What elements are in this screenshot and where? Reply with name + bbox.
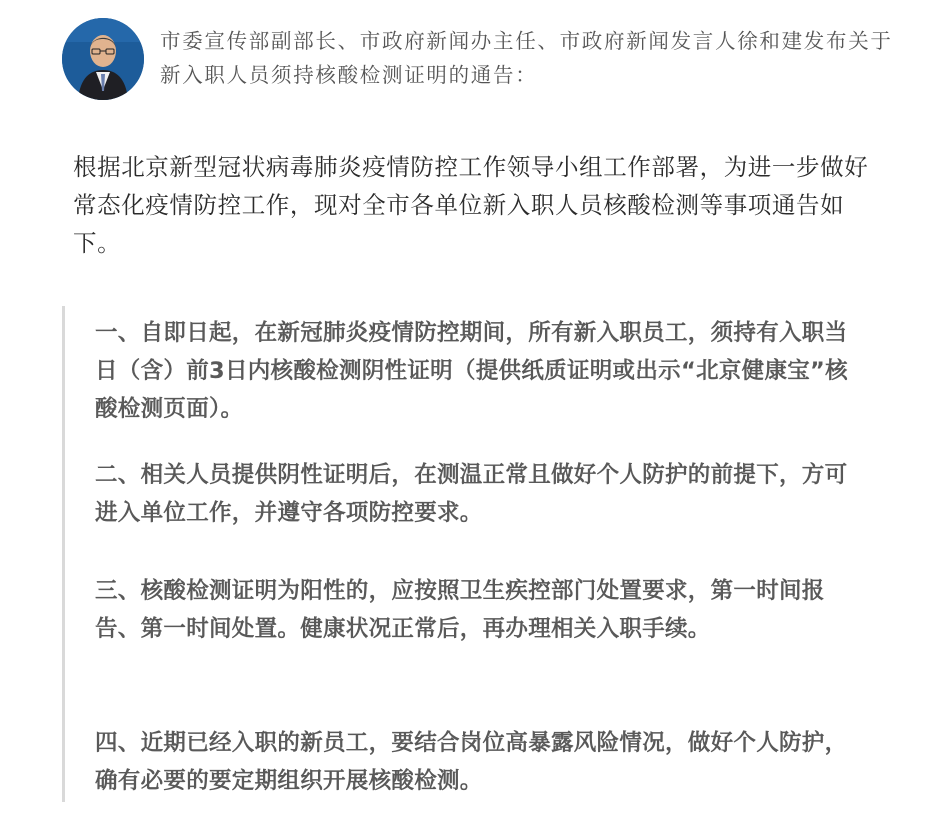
notice-item-1: 一、自即日起，在新冠肺炎疫情防控期间，所有新入职员工，须持有入职当日（含）前3日内核酸检测阴性证明（提供纸质证明或出示“北京健康宝”核酸检测页面）。 (95, 320, 848, 422)
announcement-header (62, 18, 902, 106)
notice-item-4: 四、近期已经入职的新员工，要结合岗位高暴露风险情况，做好个人防护，确有必要的要定期组织开展核酸检测。 (95, 730, 848, 794)
notice-item-3: 三、核酸检测证明为阳性的，应按照卫生疾控部门处置要求，第一时间报告、第一时间处置。健康状况正常后，再办理相关入职手续。 (95, 578, 825, 642)
intro-paragraph: 根据北京新型冠状病毒肺炎疫情防控工作领导小组工作部署，为进一步做好常态化疫情防控工作，现对全市各单位新入职人员核酸检测等事项通告如下。 (73, 153, 869, 257)
notice-item-2: 二、相关人员提供阴性证明后，在测温正常且做好个人防护的前提下，方可进入单位工作，并遵守各项防控要求。 (95, 462, 848, 526)
header-text: 市委宣传部副部长、市政府新闻办主任、市政府新闻发言人徐和建发布关于新入职人员须持核酸检测证明的通告： (160, 29, 893, 87)
avatar (62, 18, 144, 100)
notice-block (62, 306, 885, 802)
person-photo-icon (62, 18, 144, 100)
